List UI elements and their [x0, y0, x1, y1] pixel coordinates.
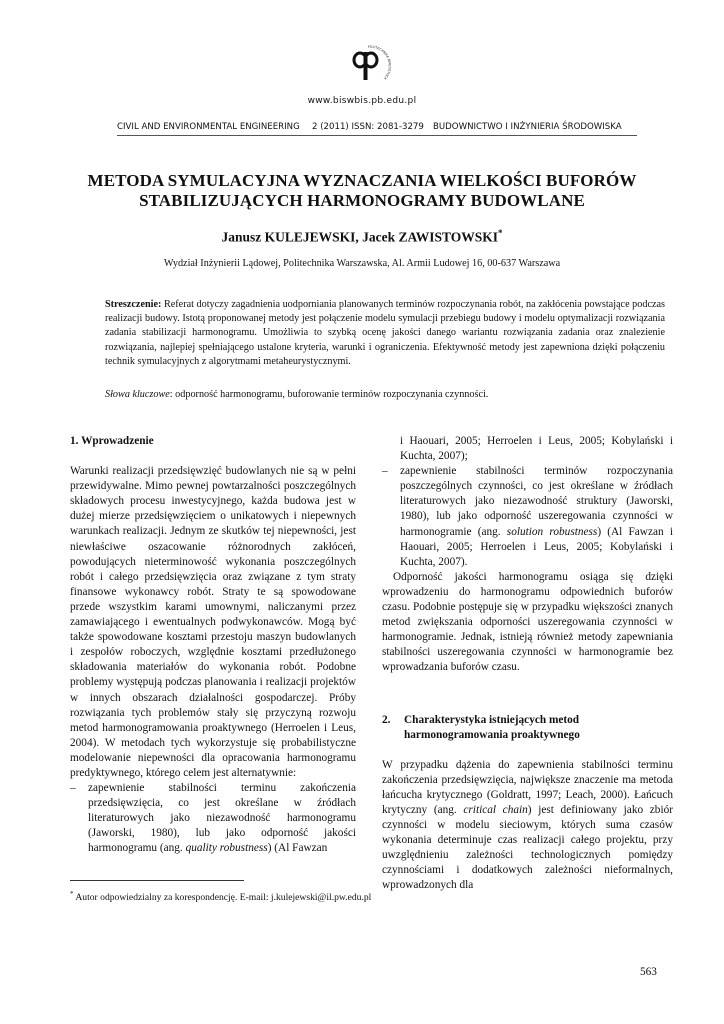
- section-2-title: [382, 713, 673, 743]
- keywords-text: : odporność harmonogramu, buforowanie terminów rozpoczynania czynności.: [169, 389, 489, 400]
- footnote-mark: *: [70, 890, 74, 898]
- list-item-text: zapewnienie stabilności terminów rozpoczynania poszczególnych czynności, co jest określane w źródłach literaturowych jako niezawodność struktury (Jaworski, 1980), lub jako odporność uszeregowania czynności w harmonogramie (ang.: [400, 465, 673, 538]
- left-column: [70, 434, 356, 857]
- section-1-title: 1. Wprowadzenie: [70, 435, 154, 447]
- journal-name-en: CIVIL AND ENVIRONMENTAL ENGINEERING: [117, 122, 300, 132]
- keywords-label: Słowa kluczowe: [105, 389, 170, 400]
- paragraph-tail: ) jest definiowany jako zbiór czynności w modelu sieciowym, których suma czasów wykonania determinuje czas realizacji całego projektu, przy uwzględnieniu zależności technologicznych pomiędzy czynnościami i dodatkowych zależności nieformalnych, wprowadzonych dla: [382, 803, 673, 892]
- author-names: Janusz KULEJEWSKI, Jacek ZAWISTOWSKI: [221, 229, 499, 245]
- footnote: [70, 890, 371, 903]
- paragraph: Warunki realizacji przedsięwzięć budowlanych nie są w pełni przewidywalne. Mimo pewnej powtarzalności poszczególnych składowych procesu inwestycyjnego, każda budowa jest w dużej mierze przedsięwzięciem o unikatowych i niepewnych warunkach realizacji. Jednym ze skutków tej niepewności, jest niewłaściwe oszacowanie różnorodnych zakłóceń, powodujących nieterminowość wykonania poszczególnych robót i całego przedsięwzięcia oraz związane z tym straty finansowe wykonawcy robót. Straty te są spowodowane przede wszystkim karami umownymi, naliczanymi przez zamawiającego i ewentualnych podwykonawców. Mogą być także spowodowane kosztami przestoju maszyn budowlanych i zespołów roboczych, względnie kosztami przedłużonego składowania materiałów do wykonania robót. Podobne problemy występują podczas planowania i realizacji projektów w innych obszarach działalności gospodarczej. Próby rozwiązania tych problemów stały się przyczyną rozwoju metod harmonogramowania proaktywnego (Herroelen i Leus, 2004). W metodach tych wykorzystuje się probabilistyczne modelowanie niepewności dla opracowania harmonogramu predyktywnego, którego celem jest alternatywnie:: [70, 465, 356, 779]
- logo-ring-text: POLITECHNIKA BIAŁOSTOCK: [367, 44, 392, 81]
- university-logo: [340, 44, 396, 88]
- journal-name-pl: BUDOWNICTWO I INŻYNIERIA ŚRODOWISKA: [433, 122, 622, 132]
- list-item: [382, 464, 673, 570]
- list-item-tail: ) (Al Fawzan: [267, 842, 328, 855]
- paragraph: Odporność jakości harmonogramu osiąga się dzięki wprowadzeniu do harmonogramu odpowiednich buforów czasu. Podobnie postępuje się w przypadku większości znanych metod zwiększania odporności uszeregowania czynności w harmonogramie. Jednak, istnieją również metody zapewniania stabilności uszeregowania czynności w harmonogramie bez wprowadzania buforów czasu.: [382, 570, 673, 674]
- abstract-label: Streszczenie:: [105, 299, 162, 310]
- keywords: [105, 389, 665, 400]
- journal-issue: 2 (2011) ISSN: 2081-3279: [312, 122, 424, 132]
- affiliation: Wydział Inżynierii Lądowej, Politechnika Warszawska, Al. Armii Ludowej 16, 00-637 Warszawa: [163, 258, 561, 269]
- list-item: [70, 781, 356, 856]
- right-column: [382, 434, 673, 894]
- list-item-tail: ) (Al Fawzan i Haouari, 2005; Herroelen i Leus, 2005; Kobylański i Kuchta, 2007).: [400, 525, 673, 568]
- section-2-number: 2.: [382, 713, 391, 726]
- title-line-1: METODA SYMULACYJNA WYZNACZANIA WIELKOŚCI BUFORÓW: [87, 171, 637, 190]
- page-number: 563: [640, 966, 657, 978]
- author-mark: *: [498, 228, 503, 238]
- list-item-italic: quality robustness: [185, 842, 268, 855]
- title-line-2: STABILIZUJĄCYCH HARMONOGRAMY BUDOWLANE: [139, 191, 585, 210]
- list-item-continuation: i Haouari, 2005; Herroelen i Leus, 2005; Kobylański i Kuchta, 2007);: [400, 435, 673, 463]
- authors: [80, 228, 644, 246]
- paragraph-text: W przypadku dążenia do zapewnienia stabilności terminu zakończenia przedsięwzięcia, największe znaczenie ma metoda łańcucha krytycznego (Goldratt, 1997; Leach, 2000). Łańcuch krytyczny (ang.: [382, 758, 673, 816]
- paragraph-italic: critical chain: [463, 803, 528, 816]
- section-2-title-text: Charakterystyka istniejących metod harmonogramowania proaktywnego: [404, 713, 580, 741]
- journal-website: www.biswbis.pb.edu.pl: [307, 96, 417, 106]
- abstract-text: Referat dotyczy zagadnienia uodporniania planowanych terminów rozpoczynania robót, na zakłócenia powstające podczas realizacji budowy. Istotą proponowanej metody jest połączenie modelu symulacji przebiegu budowy i modelu optymalizacji rozwiązania zadania stabilizacji harmonogramu. Umożliwia to szybką ocenę jakości danego wariantu rozwiązania zadania oraz znalezienie rozwiązania, najlepiej spełniającego ustalone kryteria, warunki i ograniczenia. Efektywność metody jest zapewniona dzięki połączeniu technik symulacyjnych z algorytmami metaheurystycznymi.: [105, 299, 665, 367]
- header-divider: [117, 135, 637, 136]
- list-item-italic: solution robustness: [506, 525, 598, 538]
- list-item-text: zapewnienie stabilności terminu zakończenia przedsięwzięcia, co jest określane w źródłach literaturowych jako niezawodność harmonogramu (Jaworski, 1980), lub jako odporność jakości harmonogramu (ang.: [88, 782, 356, 855]
- footnote-text: Autor odpowiedzialny za korespondencję. E-mail: j.kulejewski@il.pw.edu.pl: [73, 892, 372, 904]
- footnote-divider: [70, 880, 244, 881]
- dash-marker: –: [382, 465, 388, 478]
- paper-title: [80, 171, 644, 211]
- dash-marker: –: [70, 782, 76, 795]
- paragraph: [382, 758, 673, 894]
- abstract: [105, 298, 665, 369]
